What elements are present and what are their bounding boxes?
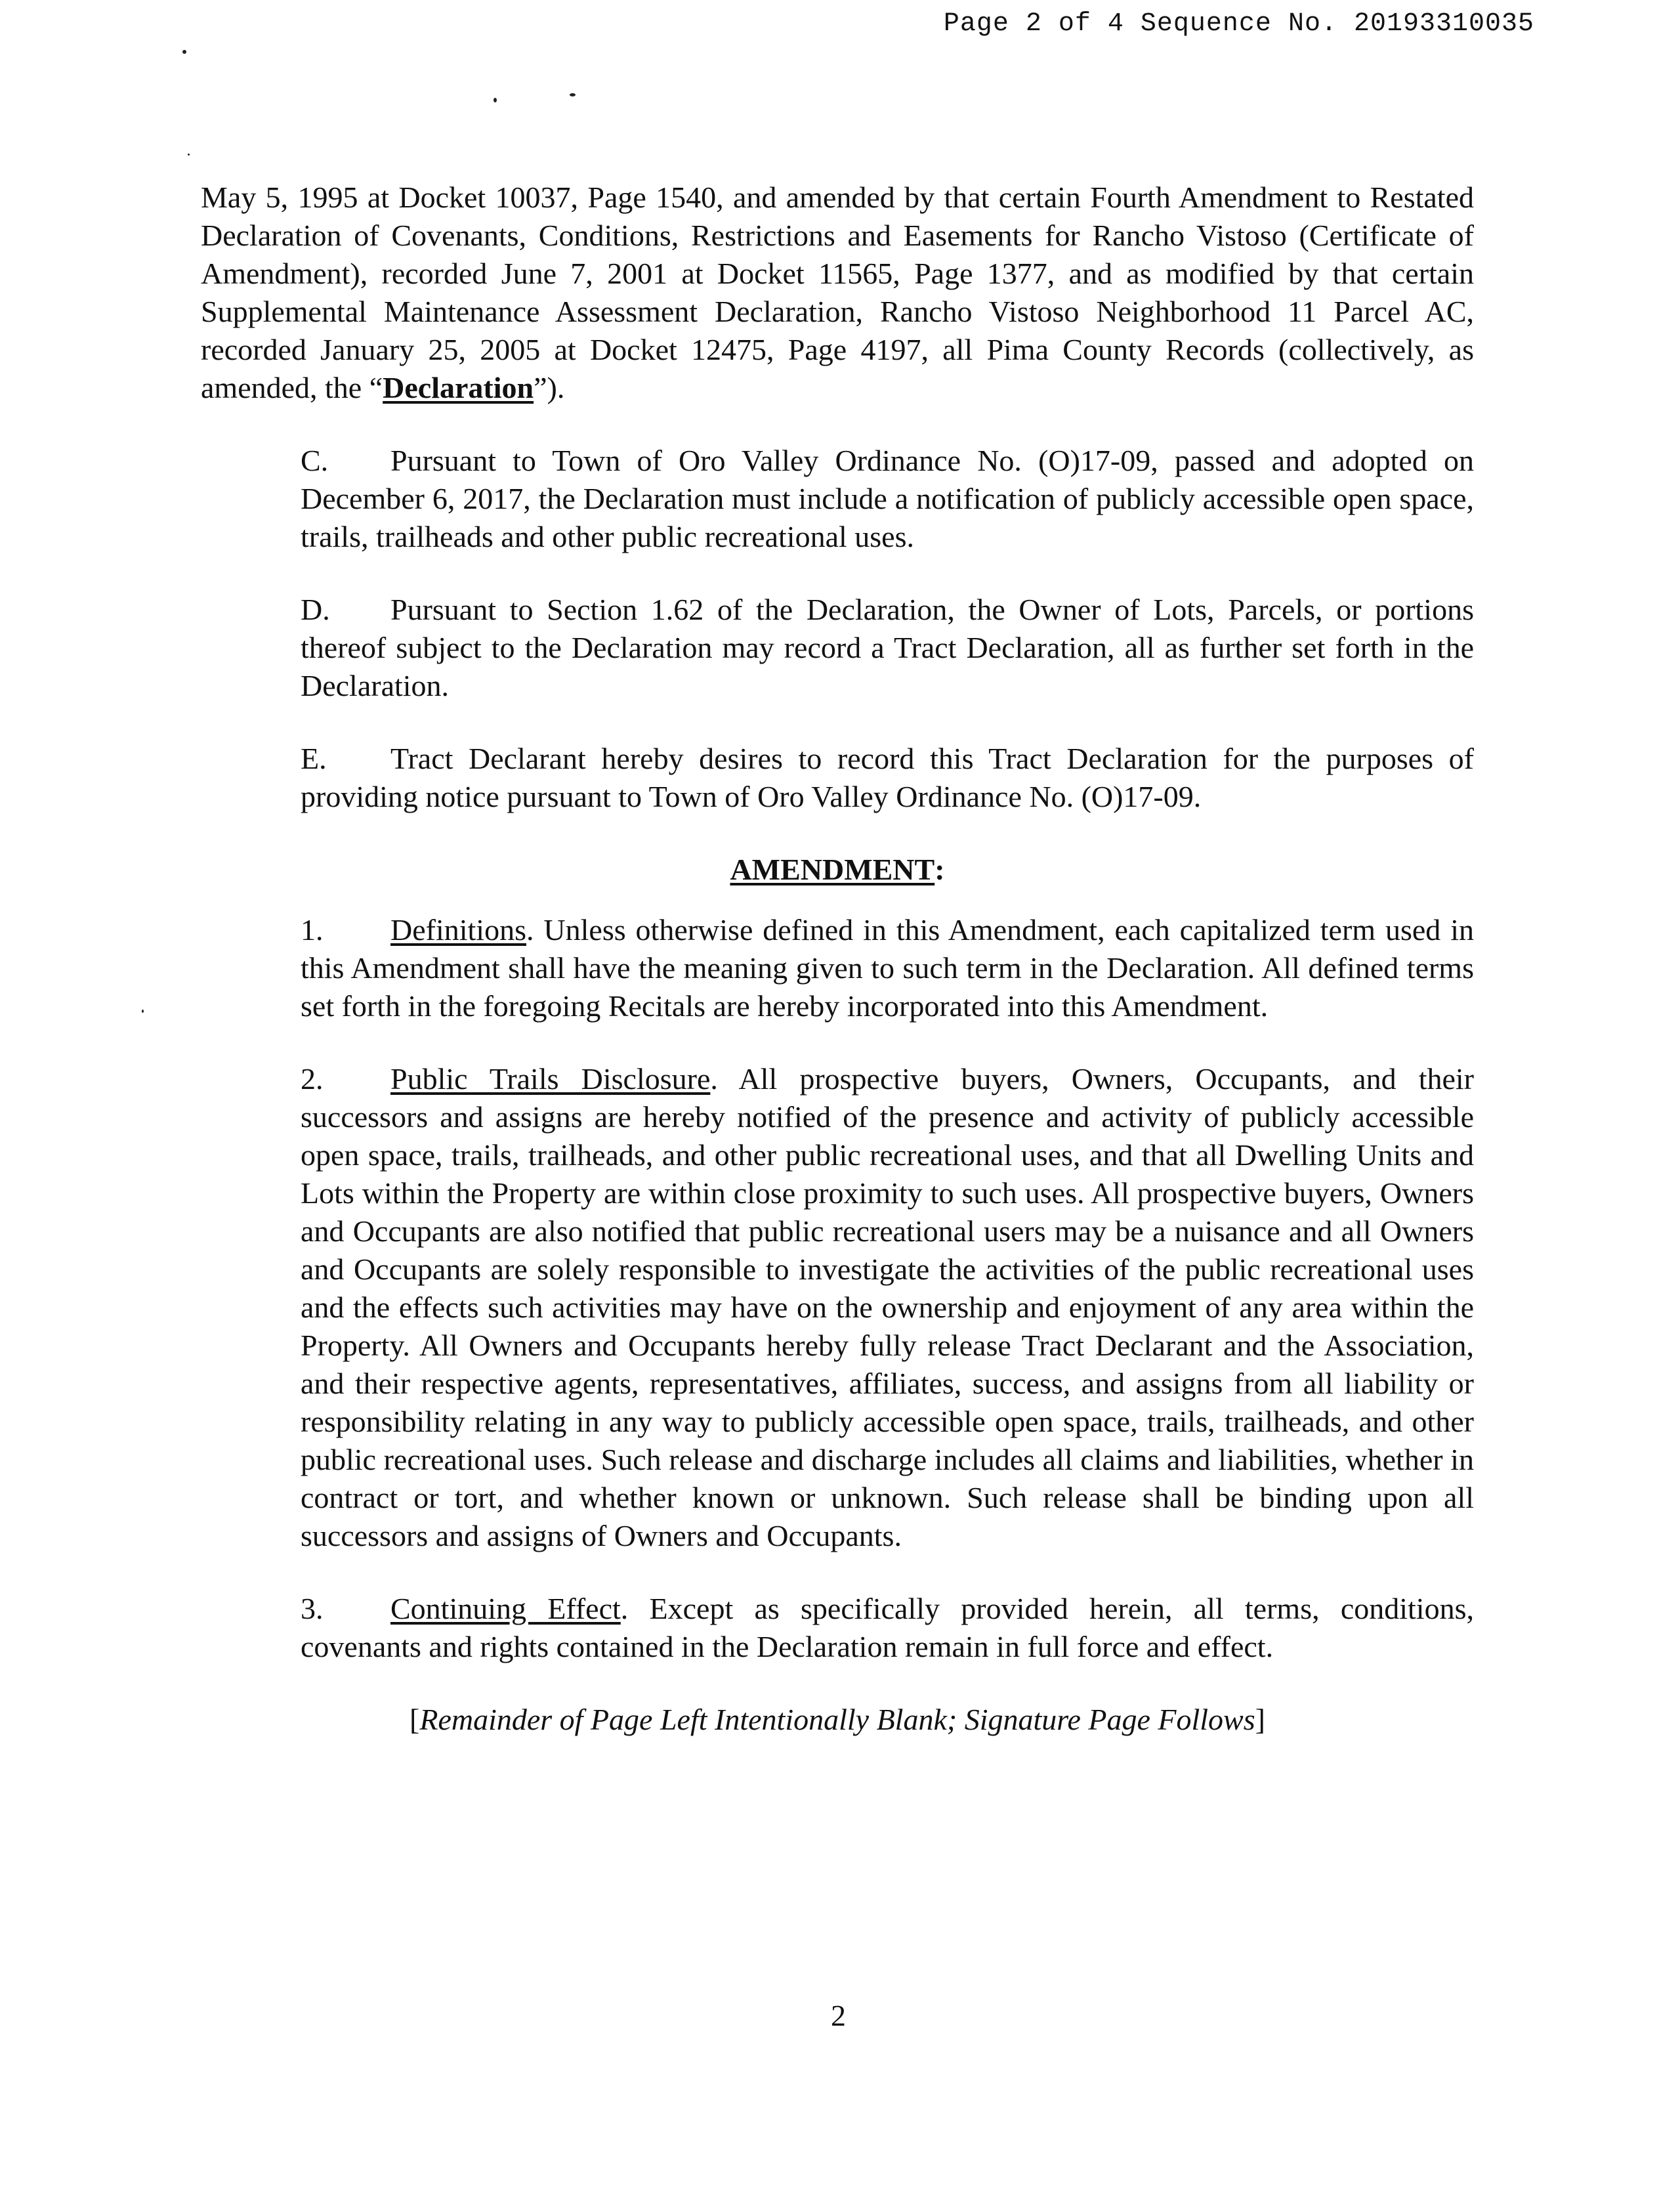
section-text: . Unless otherwise defined in this Amendment, each capitalized term used in this Amendment shall have the meaning given to such term in the Declaration. All defined terms set forth in the foregoing Recitals are hereby incorporated into this Amendment. — [301, 913, 1474, 1023]
document-body — [201, 179, 1474, 1769]
recital-e — [201, 740, 1474, 816]
section-text: . All prospective buyers, Owners, Occupants, and their successors and assigns are hereby notified of the presence and activity of publicly accessible open space, trails, trailheads, and other public recreational uses, and that all Dwelling Units and Lots within the Property are within close proximity to such uses. All prospective buyers, Owners and Occupants are also notified that public recreational users may be a nuisance and all Owners and Occupants are solely responsible to investigate the activities of the public recreational uses and the effects such activities may have on the ownership and enjoyment of any area within the Property. All Owners and Occupants hereby fully release Tract Declarant and the Association, and their respective agents, representatives, affiliates, success, and assigns from all liability or responsibility relating in any way to publicly accessible open space, trails, trailheads, and other public recreational uses. Such release and discharge includes all claims and liabilities, whether in contract or tort, and whether known or unknown. Such release shall be binding upon all successors and assigns of Owners and Occupants. — [301, 1062, 1474, 1552]
section-public-trails-disclosure — [201, 1060, 1474, 1555]
section-title: Definitions — [390, 913, 526, 947]
recital-text: Pursuant to Town of Oro Valley Ordinance No. (O)17-09, passed and adopted on December 6, 2017, the Declaration must include a notification of publicly accessible open space, trails, trailheads and other public recreational uses. — [301, 444, 1474, 553]
section-title: Public Trails Disclosure — [390, 1062, 711, 1096]
recital-letter: C. — [301, 444, 329, 477]
recital-continuation — [201, 179, 1474, 407]
page-number: 2 — [831, 1999, 846, 2032]
recital-letter: E. — [301, 742, 327, 775]
remainder-note-text: Remainder of Page Left Intentionally Blank; Signature Page Follows — [419, 1703, 1255, 1736]
scan-speck — [570, 93, 576, 96]
section-continuing-effect — [201, 1590, 1474, 1666]
recital-d — [201, 591, 1474, 705]
remainder-blank-note — [201, 1701, 1474, 1739]
declaration-defined-term: Declaration — [383, 371, 534, 404]
section-title: Continuing Effect — [390, 1592, 621, 1625]
recital-text: Tract Declarant hereby desires to record this Tract Declaration for the purposes of providing notice pursuant to Town of Oro Valley Ordinance No. (O)17-09. — [301, 742, 1474, 813]
recital-intro-end: ”). — [534, 371, 565, 404]
amendment-heading-title: AMENDMENT — [730, 853, 935, 886]
scan-speck — [182, 50, 186, 54]
section-number: 3. — [301, 1592, 324, 1625]
amendment-heading-colon: : — [934, 853, 945, 886]
scan-speck — [188, 154, 190, 156]
section-text: . Except as specifically provided herein, all terms, conditions, covenants and rights contained in the Declaration remain in full force and effect. — [301, 1592, 1474, 1663]
recital-intro-text: May 5, 1995 at Docket 10037, Page 1540, and amended by that certain Fourth Amendment to Restated Declaration of Covenants, Conditions, Restrictions and Easements for Rancho Vistoso (Certificate of Amendment), recorded June 7, 2001 at Docket 11565, Page 1377, and as modified by that certain Supplemental Maintenance Assessment Declaration, Rancho Vistoso Neighborhood 11 Parcel AC, recorded January 25, 2005 at Docket 12475, Page 4197, all Pima County Records (collectively, as amended, the “ — [201, 181, 1474, 404]
recital-c — [201, 442, 1474, 556]
recital-letter: D. — [301, 593, 330, 626]
scan-speck — [494, 98, 497, 102]
scan-speck — [142, 1010, 144, 1013]
open-bracket: [ — [410, 1703, 420, 1736]
section-number: 2. — [301, 1062, 324, 1096]
section-number: 1. — [301, 913, 324, 947]
close-bracket: ] — [1255, 1703, 1265, 1736]
recital-text: Pursuant to Section 1.62 of the Declaration, the Owner of Lots, Parcels, or portions thereof subject to the Declaration may record a Tract Declaration, all as further set forth in the Declaration. — [301, 593, 1474, 702]
section-definitions — [201, 911, 1474, 1025]
amendment-heading — [201, 851, 1474, 889]
recording-stamp: Page 2 of 4 Sequence No. 20193310035 — [943, 9, 1534, 39]
